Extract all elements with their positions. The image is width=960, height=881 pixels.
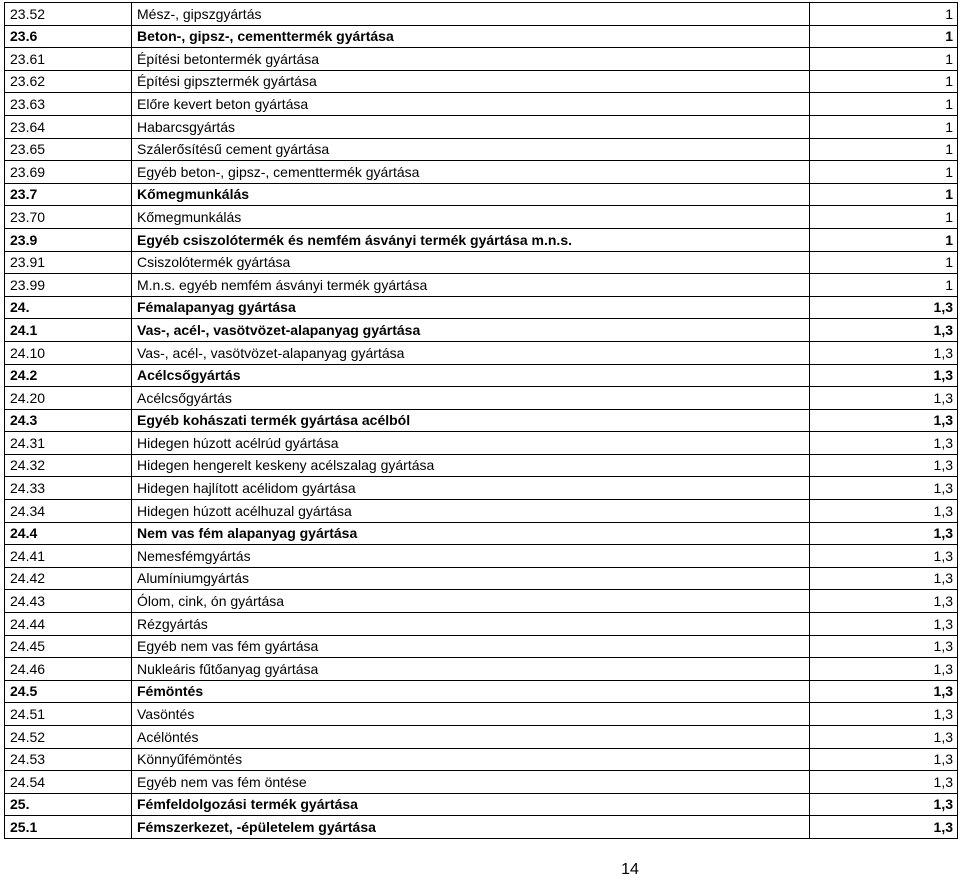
value-cell: 1,3 [810, 771, 958, 794]
table-row [5, 793, 958, 816]
table-row [5, 364, 958, 387]
description-cell: M.n.s. egyéb nemfém ásványi termék gyártása [132, 274, 810, 297]
table-row [5, 680, 958, 703]
code-cell: 24. [5, 296, 132, 319]
code-cell: 24.52 [5, 726, 132, 749]
value-cell: 1,3 [810, 748, 958, 771]
table-row [5, 48, 958, 71]
value-cell: 1,3 [810, 816, 958, 839]
value-cell: 1,3 [810, 500, 958, 523]
description-cell: Alumíniumgyártás [132, 567, 810, 590]
description-cell: Hidegen húzott acélrúd gyártása [132, 432, 810, 455]
description-cell: Habarcsgyártás [132, 115, 810, 138]
code-cell: 23.99 [5, 274, 132, 297]
table-row [5, 25, 958, 48]
page-number: 14 [621, 861, 639, 878]
code-cell: 23.62 [5, 70, 132, 93]
table-row [5, 454, 958, 477]
description-cell: Építési gipsztermék gyártása [132, 70, 810, 93]
value-cell: 1 [810, 228, 958, 251]
description-cell: Fémfeldolgozási termék gyártása [132, 793, 810, 816]
description-cell: Rézgyártás [132, 613, 810, 636]
table-row [5, 319, 958, 342]
description-cell: Egyéb nem vas fém gyártása [132, 635, 810, 658]
code-cell: 25. [5, 793, 132, 816]
description-cell: Vasöntés [132, 703, 810, 726]
table-row [5, 3, 958, 26]
code-cell: 24.44 [5, 613, 132, 636]
description-cell: Nemesfémgyártás [132, 545, 810, 568]
description-cell: Egyéb csiszolótermék és nemfém ásványi termék gyártása m.n.s. [132, 228, 810, 251]
description-cell: Fémöntés [132, 680, 810, 703]
description-cell: Egyéb beton-, gipsz-, cementtermék gyártása [132, 161, 810, 184]
code-cell: 24.4 [5, 522, 132, 545]
table-row [5, 567, 958, 590]
description-cell: Hidegen hajlított acélidom gyártása [132, 477, 810, 500]
description-cell: Acélcsőgyártás [132, 364, 810, 387]
description-cell: Szálerősítésű cement gyártása [132, 138, 810, 161]
value-cell: 1,3 [810, 567, 958, 590]
value-cell: 1 [810, 138, 958, 161]
code-cell: 24.41 [5, 545, 132, 568]
table-row [5, 138, 958, 161]
value-cell: 1,3 [810, 680, 958, 703]
code-cell: 24.33 [5, 477, 132, 500]
table-row [5, 432, 958, 455]
code-cell: 24.10 [5, 341, 132, 364]
value-cell: 1 [810, 115, 958, 138]
table-row [5, 545, 958, 568]
code-cell: 23.69 [5, 161, 132, 184]
code-cell: 24.32 [5, 454, 132, 477]
value-cell: 1,3 [810, 319, 958, 342]
value-cell: 1,3 [810, 387, 958, 410]
value-cell: 1 [810, 93, 958, 116]
table-body [5, 3, 958, 839]
code-cell: 25.1 [5, 816, 132, 839]
code-cell: 23.6 [5, 25, 132, 48]
value-cell: 1,3 [810, 296, 958, 319]
table-row [5, 228, 958, 251]
code-cell: 24.5 [5, 680, 132, 703]
code-cell: 24.20 [5, 387, 132, 410]
table-row [5, 816, 958, 839]
table-row [5, 70, 958, 93]
description-cell: Acélöntés [132, 726, 810, 749]
table-row [5, 206, 958, 229]
table-row [5, 274, 958, 297]
code-cell: 23.64 [5, 115, 132, 138]
code-cell: 24.3 [5, 409, 132, 432]
description-cell: Könnyűfémöntés [132, 748, 810, 771]
value-cell: 1,3 [810, 409, 958, 432]
description-cell: Mész-, gipszgyártás [132, 3, 810, 26]
value-cell: 1 [810, 206, 958, 229]
industry-code-table-container [4, 2, 957, 839]
code-cell: 23.63 [5, 93, 132, 116]
value-cell: 1 [810, 274, 958, 297]
value-cell: 1,3 [810, 726, 958, 749]
description-cell: Kőmegmunkálás [132, 206, 810, 229]
table-row [5, 93, 958, 116]
value-cell: 1,3 [810, 477, 958, 500]
value-cell: 1,3 [810, 454, 958, 477]
code-cell: 23.52 [5, 3, 132, 26]
description-cell: Beton-, gipsz-, cementtermék gyártása [132, 25, 810, 48]
description-cell: Egyéb kohászati termék gyártása acélból [132, 409, 810, 432]
description-cell: Nem vas fém alapanyag gyártása [132, 522, 810, 545]
value-cell: 1 [810, 48, 958, 71]
table-row [5, 409, 958, 432]
value-cell: 1 [810, 251, 958, 274]
description-cell: Vas-, acél-, vasötvözet-alapanyag gyártása [132, 341, 810, 364]
code-cell: 23.7 [5, 183, 132, 206]
table-row [5, 771, 958, 794]
code-cell: 23.9 [5, 228, 132, 251]
value-cell: 1 [810, 70, 958, 93]
code-cell: 23.91 [5, 251, 132, 274]
value-cell: 1,3 [810, 703, 958, 726]
code-cell: 23.65 [5, 138, 132, 161]
table-row [5, 477, 958, 500]
value-cell: 1,3 [810, 364, 958, 387]
description-cell: Acélcsőgyártás [132, 387, 810, 410]
code-cell: 24.46 [5, 658, 132, 681]
code-cell: 24.1 [5, 319, 132, 342]
description-cell: Ólom, cink, ón gyártása [132, 590, 810, 613]
table-row [5, 387, 958, 410]
code-cell: 24.2 [5, 364, 132, 387]
description-cell: Előre kevert beton gyártása [132, 93, 810, 116]
code-cell: 24.45 [5, 635, 132, 658]
description-cell: Építési betontermék gyártása [132, 48, 810, 71]
table-row [5, 115, 958, 138]
description-cell: Fémalapanyag gyártása [132, 296, 810, 319]
table-row [5, 341, 958, 364]
value-cell: 1 [810, 161, 958, 184]
code-cell: 24.43 [5, 590, 132, 613]
value-cell: 1,3 [810, 545, 958, 568]
description-cell: Fémszerkezet, -épületelem gyártása [132, 816, 810, 839]
value-cell: 1 [810, 183, 958, 206]
table-row [5, 703, 958, 726]
table-row [5, 183, 958, 206]
value-cell: 1 [810, 3, 958, 26]
description-cell: Csiszolótermék gyártása [132, 251, 810, 274]
description-cell: Hidegen hengerelt keskeny acélszalag gyártása [132, 454, 810, 477]
description-cell: Egyéb nem vas fém öntése [132, 771, 810, 794]
table-row [5, 635, 958, 658]
description-cell: Vas-, acél-, vasötvözet-alapanyag gyártása [132, 319, 810, 342]
table-row [5, 726, 958, 749]
code-cell: 24.31 [5, 432, 132, 455]
value-cell: 1,3 [810, 793, 958, 816]
table-row [5, 748, 958, 771]
table-row [5, 613, 958, 636]
value-cell: 1,3 [810, 590, 958, 613]
description-cell: Hidegen húzott acélhuzal gyártása [132, 500, 810, 523]
value-cell: 1,3 [810, 613, 958, 636]
table-row [5, 590, 958, 613]
table-row [5, 296, 958, 319]
value-cell: 1,3 [810, 341, 958, 364]
value-cell: 1,3 [810, 635, 958, 658]
code-cell: 23.61 [5, 48, 132, 71]
code-cell: 24.42 [5, 567, 132, 590]
value-cell: 1,3 [810, 522, 958, 545]
code-cell: 24.34 [5, 500, 132, 523]
value-cell: 1 [810, 25, 958, 48]
industry-code-table [4, 2, 958, 839]
code-cell: 24.51 [5, 703, 132, 726]
table-row [5, 251, 958, 274]
code-cell: 23.70 [5, 206, 132, 229]
value-cell: 1,3 [810, 658, 958, 681]
code-cell: 24.54 [5, 771, 132, 794]
description-cell: Kőmegmunkálás [132, 183, 810, 206]
value-cell: 1,3 [810, 432, 958, 455]
table-row [5, 522, 958, 545]
description-cell: Nukleáris fűtőanyag gyártása [132, 658, 810, 681]
code-cell: 24.53 [5, 748, 132, 771]
table-row [5, 161, 958, 184]
table-row [5, 658, 958, 681]
table-row [5, 500, 958, 523]
